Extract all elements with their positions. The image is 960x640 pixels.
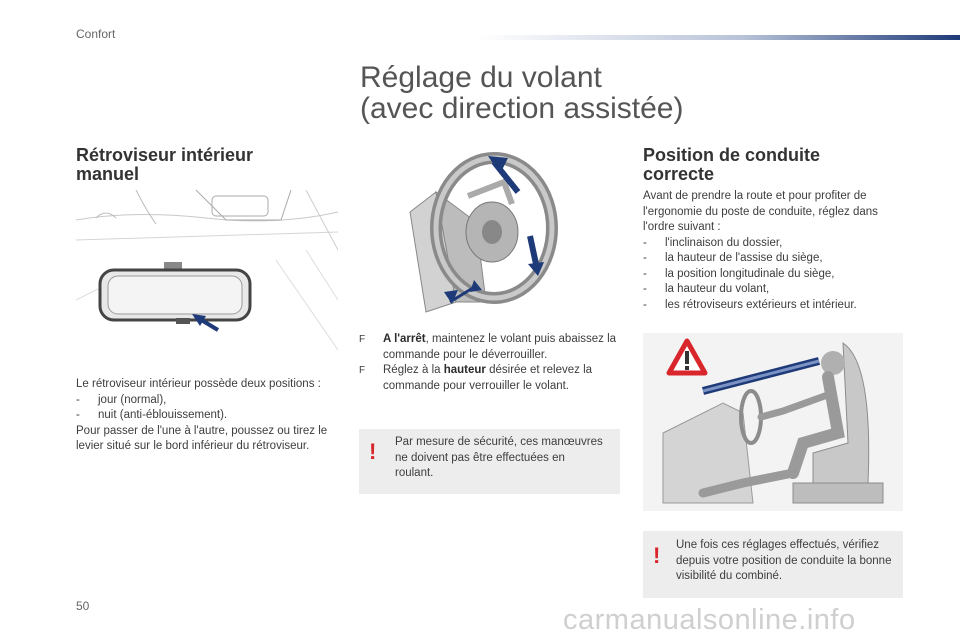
dash-marker: - (643, 267, 647, 280)
driving-heading-line-1: Position de conduite (643, 145, 821, 165)
instruction-step (359, 332, 625, 363)
list-item-text: la hauteur du volant, (665, 283, 770, 295)
list-item-text: la position longitudinale du siège, (665, 267, 835, 280)
step-bold: hauteur (443, 364, 486, 376)
mirror-heading-line-2: manuel (76, 164, 140, 184)
list-item-text: la hauteur de l'assise du siège, (665, 252, 823, 264)
mirror-heading-line-1: Rétroviseur intérieur (76, 145, 254, 165)
step-text: , maintenez le volant puis abaissez la commande pour le déverrouiller. (383, 333, 617, 361)
dash-marker: - (76, 409, 80, 421)
rear-view-mirror-illustration (76, 190, 338, 366)
mirror-description (76, 377, 338, 455)
list-item (643, 282, 909, 298)
step-text: désirée et relevez la commande pour verrouiller le volant. (383, 364, 593, 392)
page-title (360, 62, 800, 124)
mirror-outro: Pour passer de l'une à l'autre, poussez ou tirez le levier situé sur le bord inférieur du rétroviseur. (76, 424, 328, 452)
list-item (643, 251, 909, 267)
header-gradient-bar (478, 30, 960, 40)
step-text: Réglez à la (383, 364, 444, 376)
dash-marker: - (76, 393, 80, 406)
steering-instructions (359, 332, 625, 394)
list-item-text: l'inclinaison du dossier, (665, 236, 783, 249)
steering-wheel-illustration (396, 152, 558, 316)
list-item (643, 267, 909, 283)
list-item (643, 236, 909, 252)
page-number: 50 (76, 599, 90, 613)
dash-marker: - (643, 298, 647, 311)
driving-heading-line-2: correcte (643, 164, 715, 184)
warning-exclamation-icon: ! (369, 439, 377, 464)
driving-intro: Avant de prendre la route et pour profiter de l'ergonomie du poste de conduite, réglez dans l'ordre suivant : (643, 190, 878, 233)
warning-exclamation-icon: ! (653, 543, 661, 568)
watermark: carmanualsonline.info (563, 604, 856, 636)
dash-marker: - (643, 236, 647, 249)
list-item-text: jour (normal), (98, 393, 167, 406)
driving-position-description (643, 189, 909, 313)
visibility-warning-text: Une fois ces réglages effectués, vérifiez depuis votre position de conduite la bonne visibilité du combiné. (676, 539, 892, 582)
list-item (76, 408, 338, 424)
dash-marker: - (643, 252, 647, 264)
driving-position-heading (643, 146, 903, 184)
step-bold: A l'arrêt (383, 333, 426, 345)
title-line-2: (avec direction assistée) (360, 92, 684, 125)
driving-position-illustration (643, 333, 903, 511)
list-item-text: les rétroviseurs extérieurs et intérieur. (665, 298, 857, 311)
safety-warning-text: Par mesure de sécurité, ces manœuvres ne doivent pas être effectuées en roulant. (395, 436, 603, 479)
mirror-intro: Le rétroviseur intérieur possède deux positions : (76, 378, 321, 390)
mirror-heading (76, 146, 336, 184)
arrow-marker: F (359, 365, 366, 376)
list-item-text: nuit (anti-éblouissement). (98, 409, 228, 421)
visibility-warning-box (643, 531, 903, 598)
section-label: Confort (76, 27, 116, 41)
instruction-step (359, 363, 625, 394)
title-line-1: Réglage du volant (360, 61, 602, 94)
dash-marker: - (643, 283, 647, 295)
arrow-marker: F (359, 334, 366, 345)
safety-warning-box (359, 429, 620, 494)
list-item (643, 298, 909, 314)
list-item (76, 393, 338, 409)
